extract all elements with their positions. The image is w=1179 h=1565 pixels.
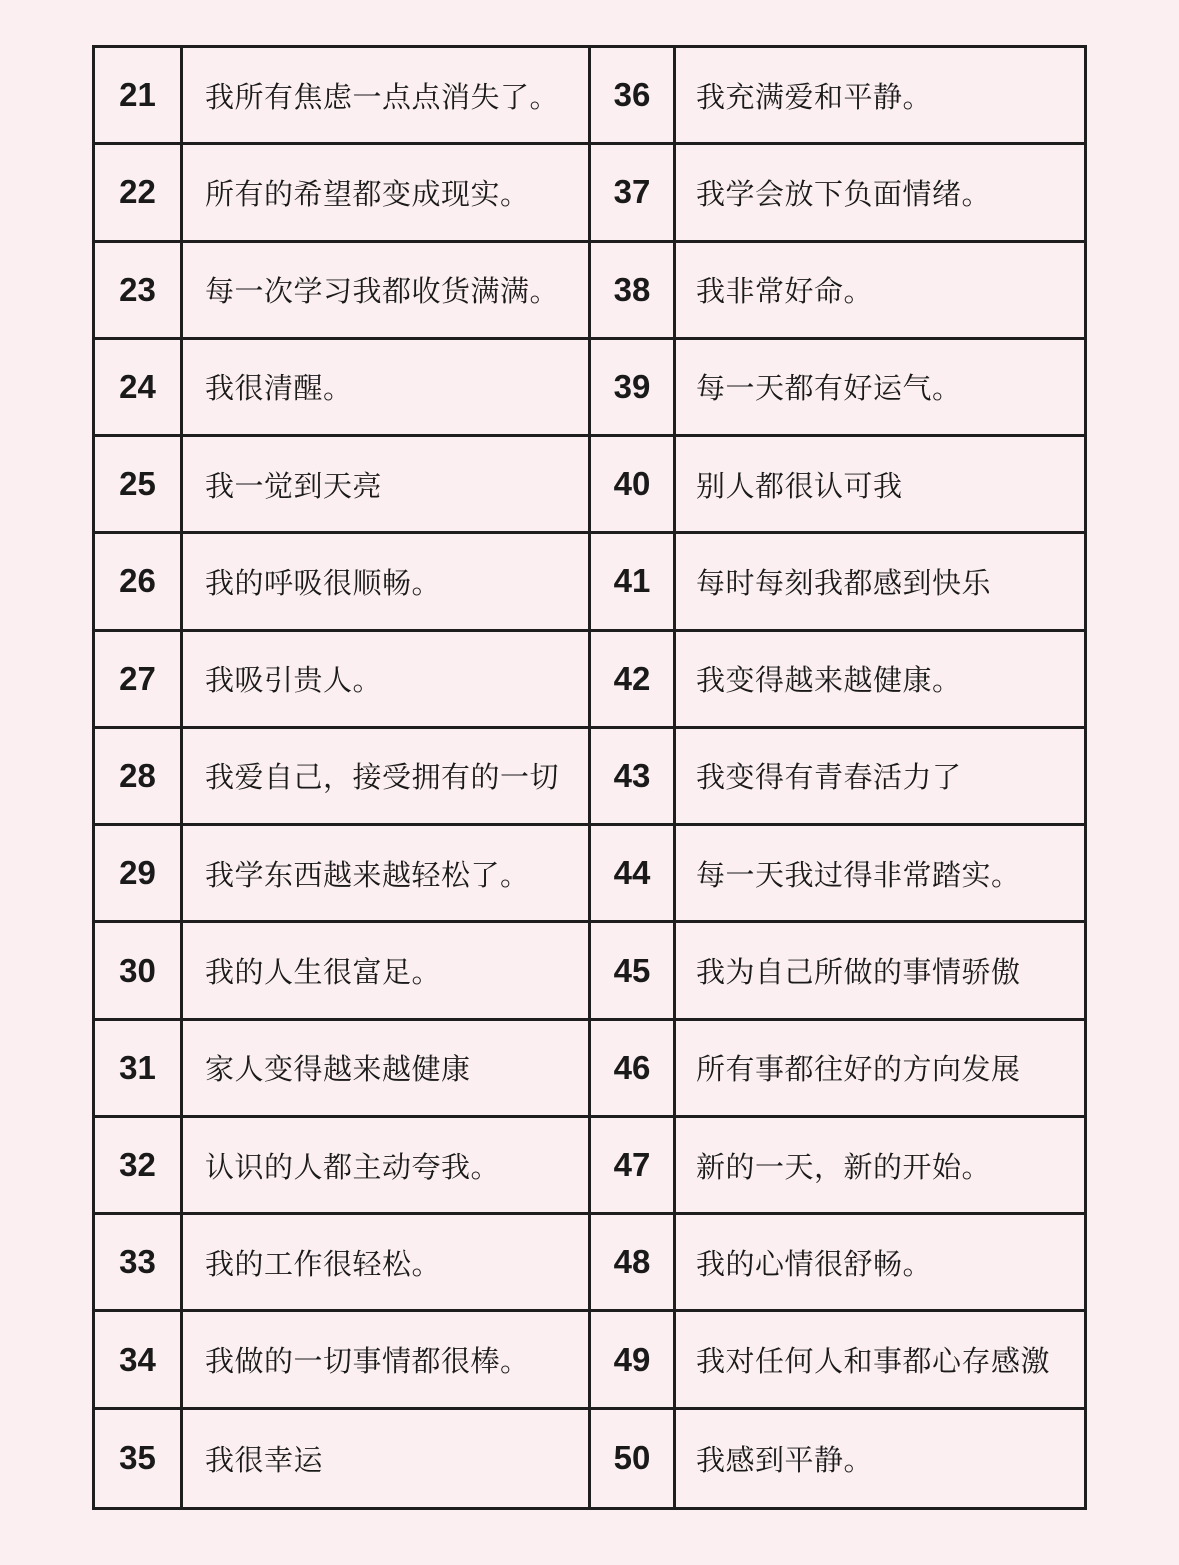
item-number-left: 30 (95, 923, 183, 1020)
affirmations-table (92, 45, 1087, 1510)
affirmation-text-right: 每一天都有好运气。 (676, 340, 1084, 437)
affirmation-text-right: 所有事都往好的方向发展 (676, 1021, 1084, 1118)
affirmation-text-left: 我学东西越来越轻松了。 (183, 826, 591, 923)
affirmation-text-left: 家人变得越来越健康 (183, 1021, 591, 1118)
item-number-right: 50 (591, 1410, 676, 1507)
affirmation-text-left: 我的呼吸很顺畅。 (183, 534, 591, 631)
affirmation-text-left: 认识的人都主动夸我。 (183, 1118, 591, 1215)
item-number-right: 48 (591, 1215, 676, 1312)
affirmation-text-right: 每一天我过得非常踏实。 (676, 826, 1084, 923)
item-number-right: 37 (591, 145, 676, 242)
affirmation-text-left: 我所有焦虑一点点消失了。 (183, 48, 591, 145)
item-number-left: 26 (95, 534, 183, 631)
item-number-left: 31 (95, 1021, 183, 1118)
affirmation-text-left: 我一觉到天亮 (183, 437, 591, 534)
item-number-left: 22 (95, 145, 183, 242)
item-number-left: 29 (95, 826, 183, 923)
item-number-right: 40 (591, 437, 676, 534)
affirmation-text-left: 我吸引贵人。 (183, 632, 591, 729)
item-number-left: 24 (95, 340, 183, 437)
affirmation-text-right: 我变得有青春活力了 (676, 729, 1084, 826)
item-number-left: 21 (95, 48, 183, 145)
affirmation-text-right: 我感到平静。 (696, 1442, 874, 1477)
item-number-right: 46 (591, 1021, 676, 1118)
affirmation-text-left: 我很清醒。 (183, 340, 591, 437)
item-number-left: 35 (95, 1410, 183, 1507)
affirmation-text-left: 所有的希望都变成现实。 (183, 145, 591, 242)
affirmation-text-right: 我对任何人和事都心存感激 (676, 1312, 1084, 1409)
affirmation-text-left: 我做的一切事情都很棒。 (183, 1312, 591, 1409)
item-number-right: 36 (591, 48, 676, 145)
item-number-left: 33 (95, 1215, 183, 1312)
item-number-right: 45 (591, 923, 676, 1020)
affirmation-text-left: 我的工作很轻松。 (183, 1215, 591, 1312)
item-number-right: 47 (591, 1118, 676, 1215)
item-number-left: 25 (95, 437, 183, 534)
affirmation-text-right: 我学会放下负面情绪。 (676, 145, 1084, 242)
item-number-right: 44 (591, 826, 676, 923)
affirmation-text-right: 我非常好命。 (676, 243, 1084, 340)
item-number-left: 34 (95, 1312, 183, 1409)
item-number-right: 41 (591, 534, 676, 631)
item-number-right: 42 (591, 632, 676, 729)
affirmation-text-right: 每时每刻我都感到快乐 (676, 534, 1084, 631)
affirmation-text-right: 我变得越来越健康。 (676, 632, 1084, 729)
affirmation-text-left: 每一次学习我都收货满满。 (183, 243, 591, 340)
item-number-left: 28 (95, 729, 183, 826)
affirmation-text-right: 我充满爱和平静。 (676, 48, 1084, 145)
affirmation-text-left: 我很幸运 (183, 1410, 591, 1507)
item-number-right: 49 (591, 1312, 676, 1409)
item-number-left: 23 (95, 243, 183, 340)
item-number-right: 38 (591, 243, 676, 340)
affirmation-text-right: 我为自己所做的事情骄傲 (676, 923, 1084, 1020)
affirmation-text-right: 别人都很认可我 (676, 437, 1084, 534)
affirmation-text-right: 新的一天，新的开始。 (676, 1118, 1084, 1215)
affirmation-text-left: 我的人生很富足。 (183, 923, 591, 1020)
item-number-right: 39 (591, 340, 676, 437)
item-number-left: 32 (95, 1118, 183, 1215)
item-number-left: 27 (95, 632, 183, 729)
item-number-right: 43 (591, 729, 676, 826)
affirmation-text-right: 我的心情很舒畅。 (676, 1215, 1084, 1312)
affirmation-text-left: 我爱自己，接受拥有的一切 (183, 729, 591, 826)
